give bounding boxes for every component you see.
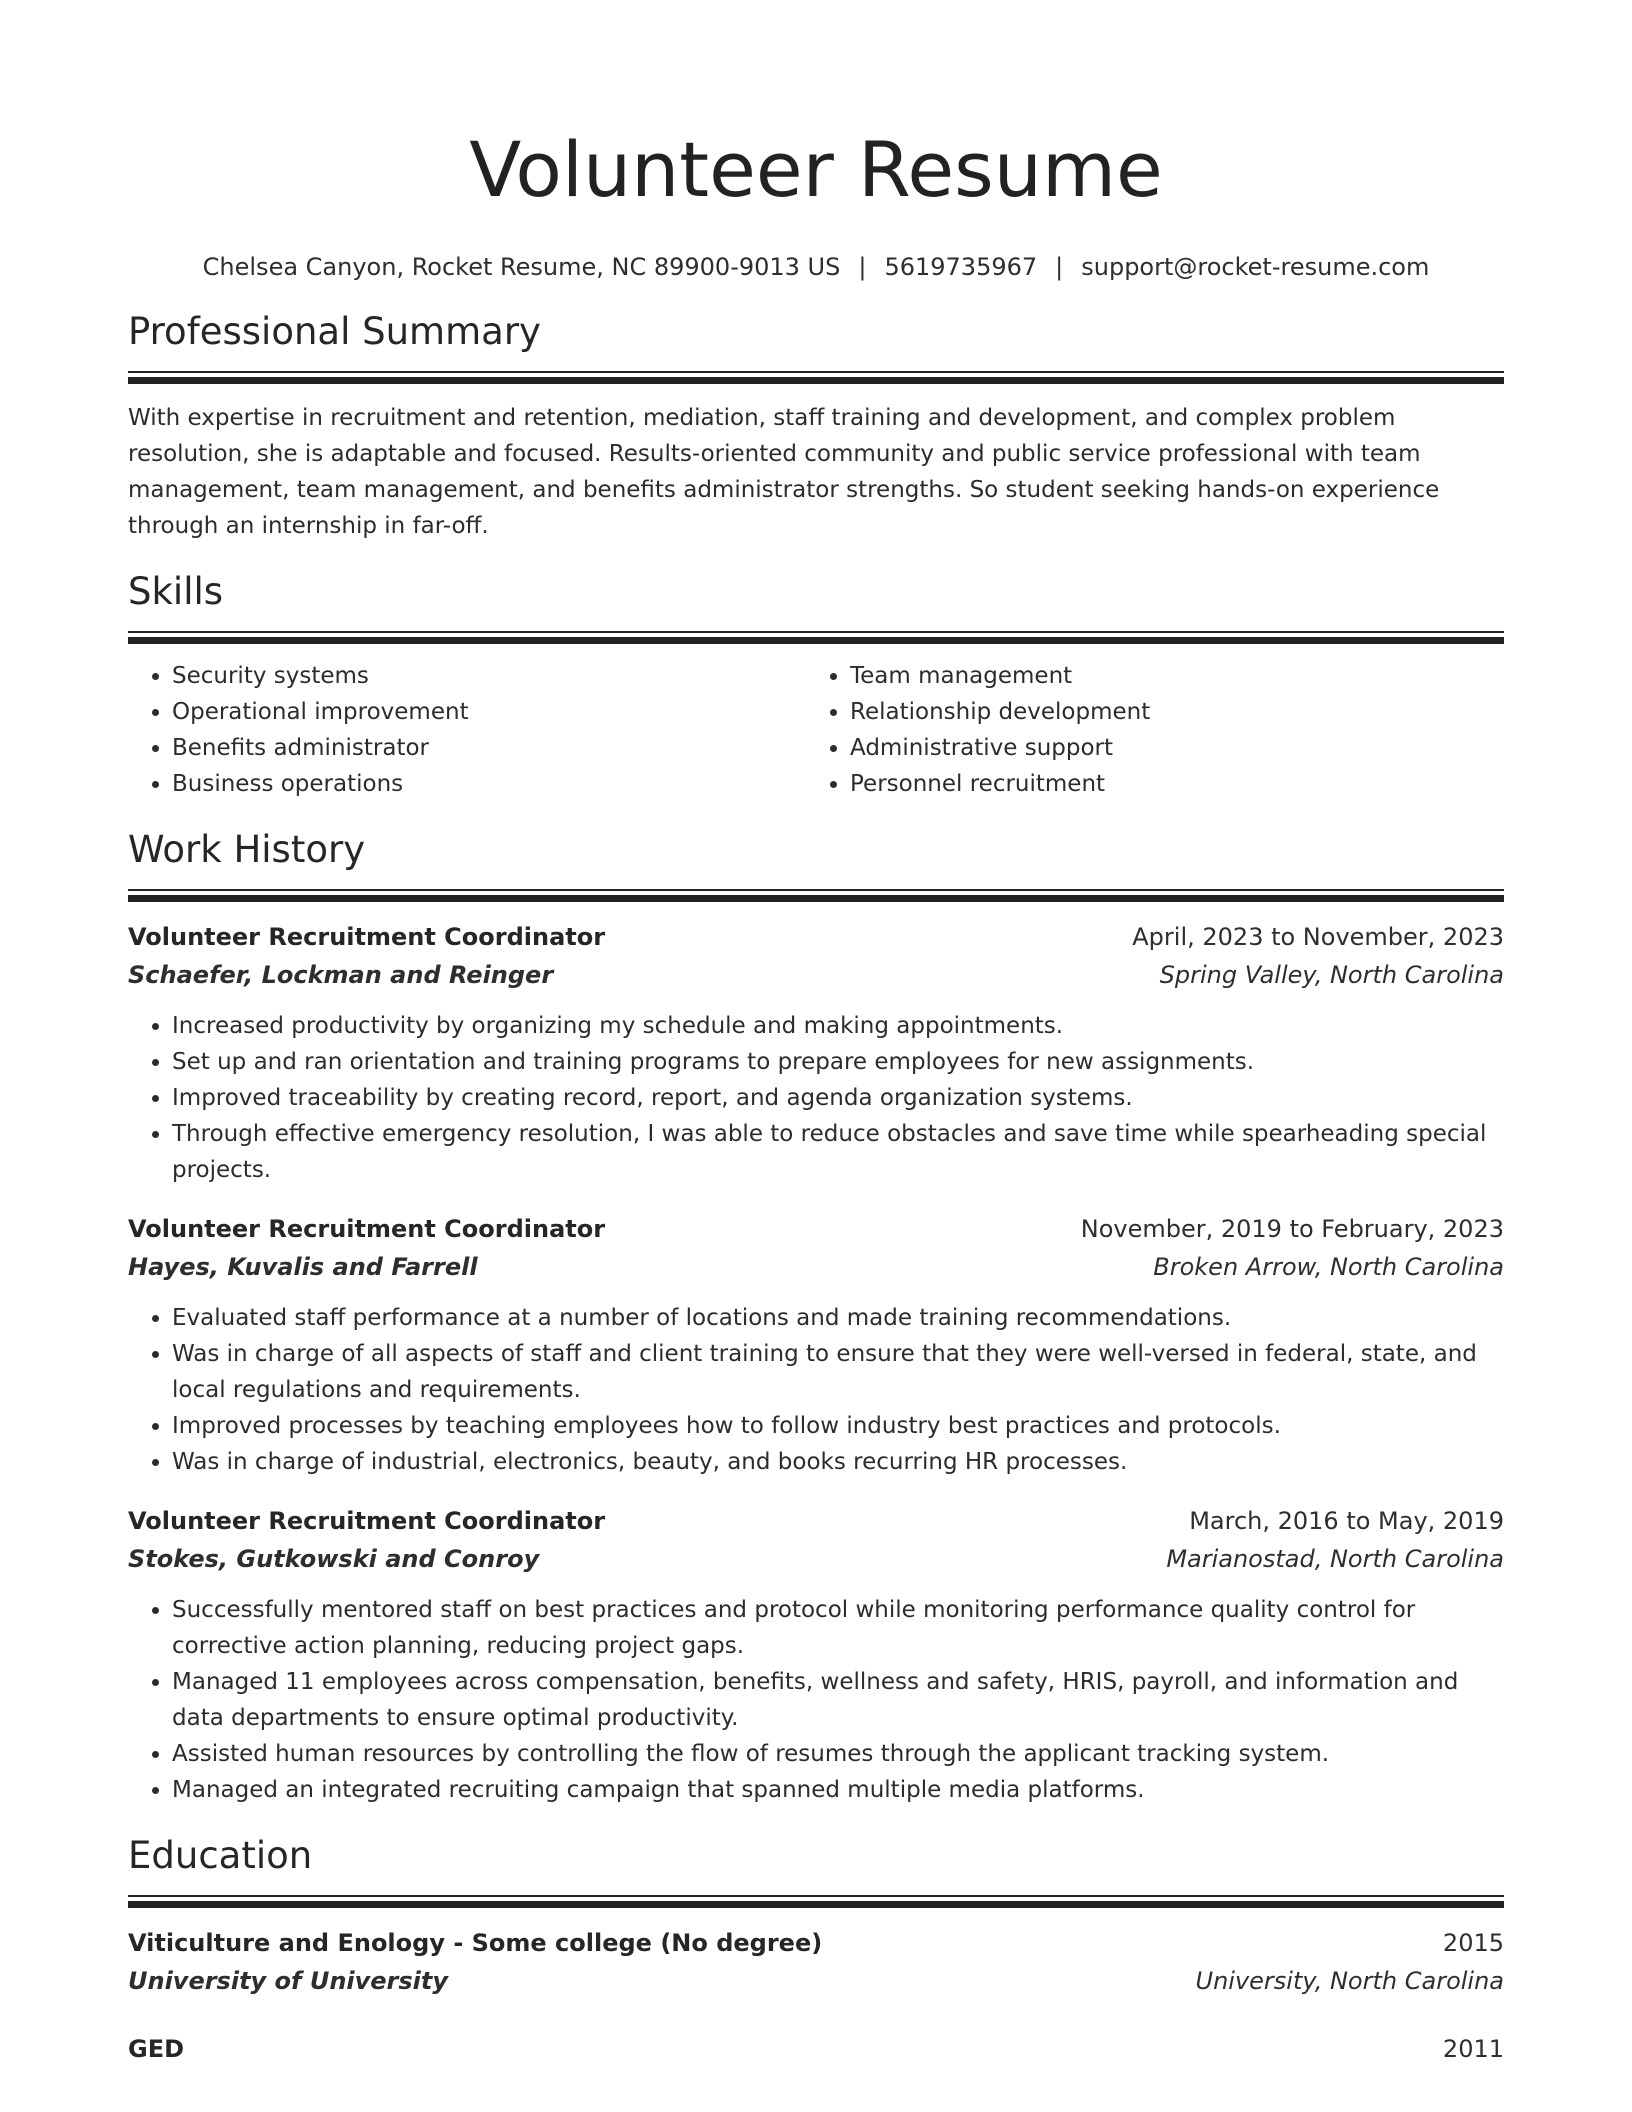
skills-section — [128, 566, 1504, 802]
skill-item: • Relationship development — [850, 694, 1484, 730]
job-bullets — [128, 1008, 1504, 1188]
skill-item: • Business operations — [172, 766, 806, 802]
contact-separator: | — [1055, 253, 1064, 281]
job-title: Volunteer Recruitment Coordinator — [128, 1507, 606, 1535]
job-bullet: • Improved processes by teaching employees how to follow industry best practices and protocols. — [172, 1408, 1504, 1444]
job-bullet: • Set up and ran orientation and training programs to prepare employees for new assignments. — [172, 1044, 1504, 1080]
job-entry — [128, 1502, 1504, 1808]
job-subheader — [128, 1540, 1504, 1578]
job-company: Schaefer, Lockman and Reinger — [128, 961, 554, 989]
job-location: Broken Arrow, North Carolina — [1153, 1253, 1504, 1281]
skill-item: • Personnel recruitment — [850, 766, 1484, 802]
job-bullets — [128, 1592, 1504, 1808]
education-header — [128, 1924, 1504, 1962]
job-bullet: • Managed an integrated recruiting campaign that spanned multiple media platforms. — [172, 1772, 1504, 1808]
education-year: 2015 — [1442, 1929, 1504, 1957]
education-school: University of University — [128, 1967, 449, 1995]
job-bullet: • Increased productivity by organizing my schedule and making appointments. — [172, 1008, 1504, 1044]
job-subheader — [128, 956, 1504, 994]
job-dates: November, 2019 to February, 2023 — [1080, 1215, 1504, 1243]
skills-columns — [128, 658, 1504, 802]
education-degree: GED — [128, 2035, 185, 2063]
skill-item: • Administrative support — [850, 730, 1484, 766]
section-heading-summary: Professional Summary — [128, 310, 541, 353]
contact-address: Chelsea Canyon, Rocket Resume, NC 89900-9013 US — [202, 253, 841, 281]
contact-phone: 5619735967 — [884, 253, 1038, 281]
skills-list-right — [806, 658, 1484, 802]
education-year: 2011 — [1442, 2035, 1504, 2063]
job-location: Spring Valley, North Carolina — [1159, 961, 1504, 989]
section-divider — [128, 1895, 1504, 1908]
job-entry — [128, 918, 1504, 1188]
skill-item: • Security systems — [172, 658, 806, 694]
skill-item: • Operational improvement — [172, 694, 806, 730]
job-entry — [128, 1210, 1504, 1480]
education-entry — [128, 1924, 1504, 2000]
job-bullet: • Managed 11 employees across compensation, benefits, wellness and safety, HRIS, payroll, and information and data departments to ensure optimal productivity. — [172, 1664, 1504, 1736]
resume-page — [128, 0, 1504, 2068]
job-header — [128, 1502, 1504, 1540]
job-location: Marianostad, North Carolina — [1166, 1545, 1504, 1573]
section-heading-education: Education — [128, 1834, 313, 1877]
education-location: University, North Carolina — [1195, 1967, 1504, 1995]
skills-list-left — [128, 658, 806, 802]
job-company: Hayes, Kuvalis and Farrell — [128, 1253, 478, 1281]
education-header — [128, 2030, 1504, 2068]
education-subheader — [128, 1962, 1504, 2000]
education-section — [128, 1830, 1504, 2068]
job-subheader — [128, 1248, 1504, 1286]
job-title: Volunteer Recruitment Coordinator — [128, 1215, 606, 1243]
job-header — [128, 918, 1504, 956]
section-heading-work: Work History — [128, 828, 366, 871]
job-bullet: • Improved traceability by creating record, report, and agenda organization systems. — [172, 1080, 1504, 1116]
work-history-section — [128, 824, 1504, 1808]
job-bullet: • Evaluated staff performance at a number of locations and made training recommendations. — [172, 1300, 1504, 1336]
job-header — [128, 1210, 1504, 1248]
job-title: Volunteer Recruitment Coordinator — [128, 923, 606, 951]
job-bullet: • Successfully mentored staff on best practices and protocol while monitoring performance quality control for corrective action planning, reducing project gaps. — [172, 1592, 1504, 1664]
summary-section — [128, 306, 1504, 544]
job-bullet: • Assisted human resources by controlling the flow of resumes through the applicant tracking system. — [172, 1736, 1504, 1772]
contact-separator: | — [858, 253, 867, 281]
job-dates: April, 2023 to November, 2023 — [1132, 923, 1504, 951]
resume-title: Volunteer Resume — [469, 125, 1163, 214]
summary-text: With expertise in recruitment and retention, mediation, staff training and development, and complex problem resolution, she is adaptable and focused. Results-oriented community and public service professional with team management, team management, and benefits administrator strengths. So student seeking hands-on experience through an internship in far-off. — [128, 405, 1440, 539]
job-company: Stokes, Gutkowski and Conroy — [128, 1545, 540, 1573]
job-dates: March, 2016 to May, 2019 — [1189, 1507, 1504, 1535]
section-divider — [128, 889, 1504, 902]
contact-line — [128, 250, 1504, 284]
section-divider — [128, 631, 1504, 644]
skill-item: • Benefits administrator — [172, 730, 806, 766]
job-bullet: • Was in charge of industrial, electronics, beauty, and books recurring HR processes. — [172, 1444, 1504, 1480]
section-divider — [128, 371, 1504, 384]
education-entry — [128, 2030, 1504, 2068]
job-bullet: • Was in charge of all aspects of staff and client training to ensure that they were well-versed in federal, state, and local regulations and requirements. — [172, 1336, 1504, 1408]
job-bullets — [128, 1300, 1504, 1480]
skill-item: • Team management — [850, 658, 1484, 694]
section-heading-skills: Skills — [128, 570, 224, 613]
job-bullet: • Through effective emergency resolution, I was able to reduce obstacles and save time while spearheading special projects. — [172, 1116, 1504, 1188]
contact-email: support@rocket-resume.com — [1081, 253, 1430, 281]
education-degree: Viticulture and Enology - Some college (No degree) — [128, 1929, 823, 1957]
